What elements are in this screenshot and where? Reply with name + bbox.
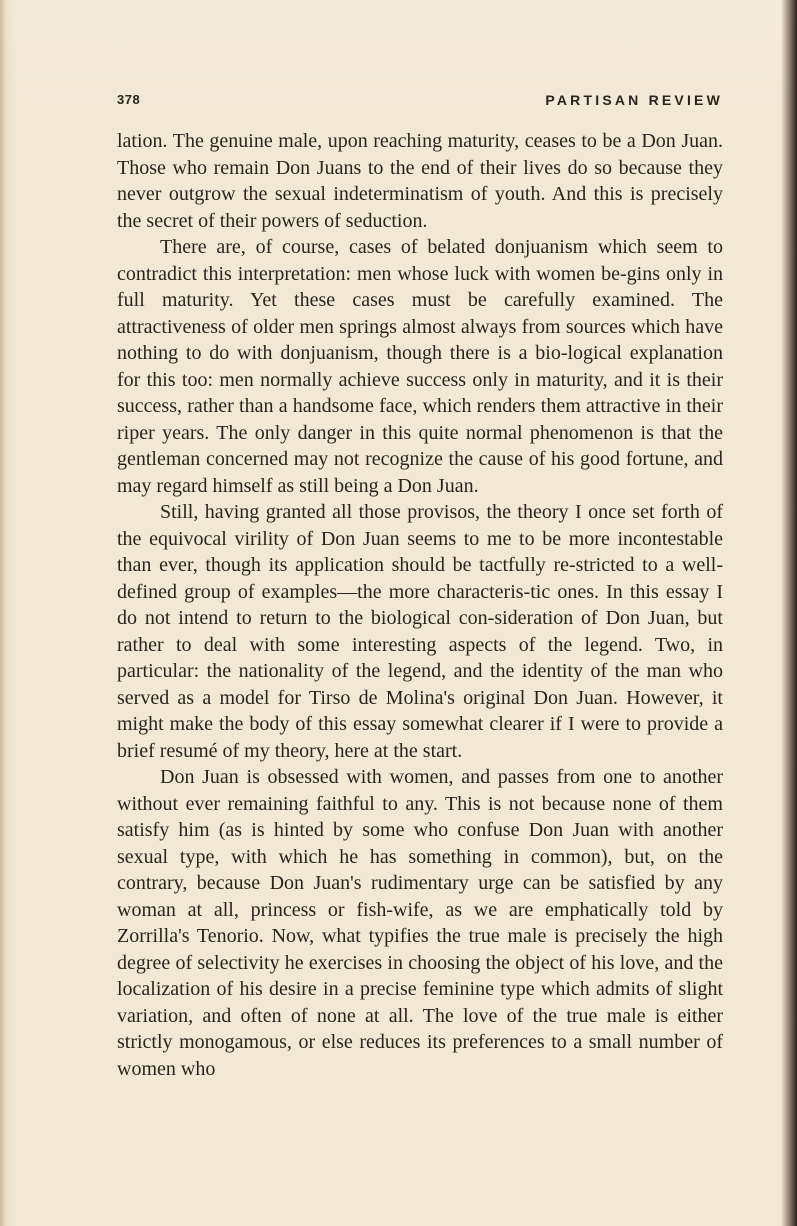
running-head (117, 92, 723, 112)
paragraph-3: Still, having granted all those provisos, the theory I once set forth of the equivocal virility of Don Juan seems to me to be more incontestable than ever, though its application should be tactfully re-stricted to a well-defined group of examples—the more characteris-tic ones. In this essay I do not intend to return to the biological con-sideration of Don Juan, but rather to deal with some interesting aspects of the legend. Two, in particular: the nationality of the legend, and the identity of the man who served as a model for Tirso de Molina's original Don Juan. However, it might make the body of this essay somewhat clearer if I were to provide a brief resumé of my theory, here at the start. (117, 501, 723, 762)
journal-title: PARTISAN REVIEW (545, 92, 723, 108)
page-gutter-shadow (0, 0, 6, 1226)
paragraph-4: Don Juan is obsessed with women, and passes from one to another without ever remaining faithful to any. This is not because none of them satisfy him (as is hinted by some who confuse Don Juan with another sexual type, with which he has something in common), but, on the contrary, because Don Juan's rudimentary urge can be satisfied by any woman at all, princess or fish-wife, as we are emphatically told by Zorrilla's Tenorio. Now, what typifies the true male is precisely the high degree of selectivity he exercises in choosing the object of his love, and the localization of his desire in a precise feminine type which admits of slight variation, and often of none at all. The love of the true male is either strictly monogamous, or else reduces its preferences to a small number of women who (117, 766, 723, 1080)
body-text (117, 128, 723, 1082)
page-number: 378 (117, 92, 141, 107)
paragraph-1: lation. The genuine male, upon reaching maturity, ceases to be a Don Juan. Those who remain Don Juans to the end of their lives do so because they never outgrow the sexual indeterminatism of youth. And this is precisely the secret of their powers of seduction. (117, 130, 723, 232)
binding-edge (781, 0, 797, 1226)
paragraph-2: There are, of course, cases of belated donjuanism which seem to contradict this interpretation: men whose luck with women be-gins only in full maturity. Yet these cases must be carefully examined. The attractiveness of older men springs almost always from sources which have nothing to do with donjuanism, though there is a bio-logical explanation for this too: men normally achieve success only in maturity, and it is their success, rather than a handsome face, which renders them attractive in their riper years. The only danger in this quite normal phenomenon is that the gentleman concerned may not recognize the cause of his good fortune, and may regard himself as still being a Don Juan. (117, 236, 723, 497)
